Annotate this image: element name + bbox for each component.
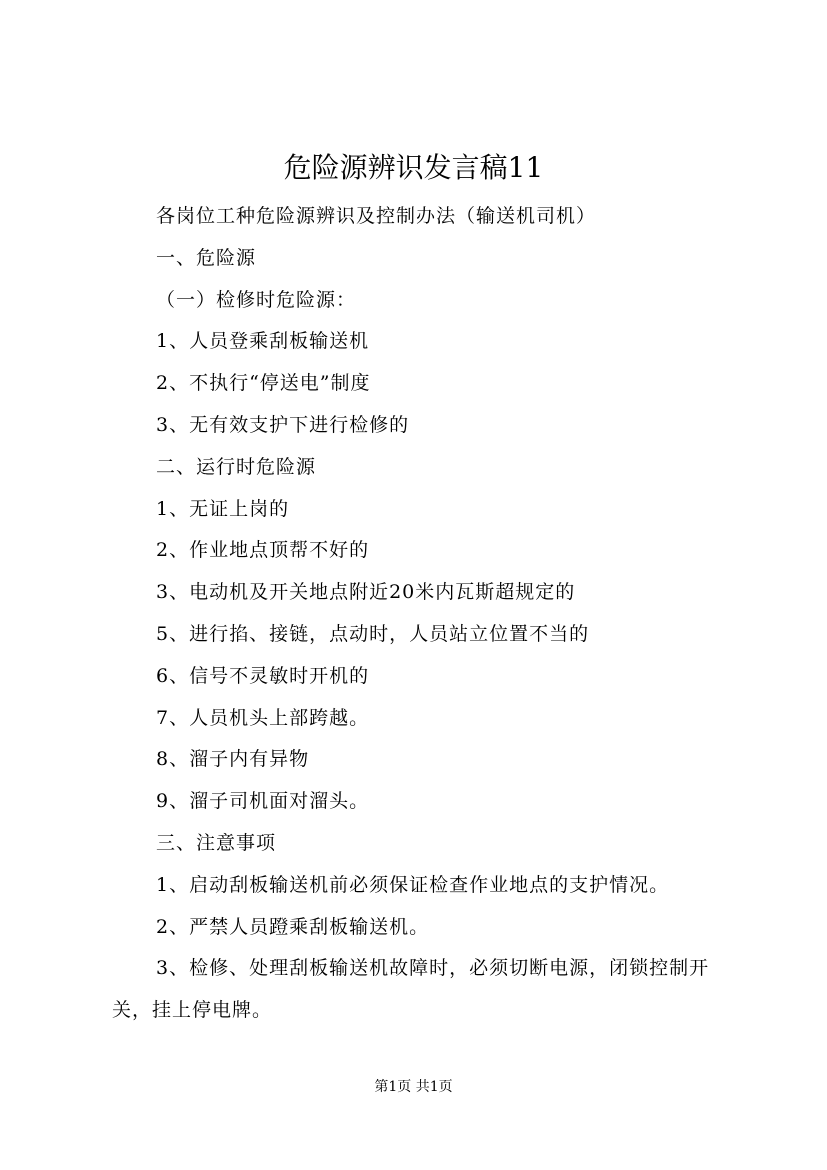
list-item: 6、信号不灵敏时开机的 xyxy=(156,664,370,687)
list-item: 5、进行掐、接链，点动时，人员站立位置不当的 xyxy=(156,622,590,645)
document-title: 危险源辨识发言稿11 xyxy=(283,151,544,184)
list-item: 2、作业地点顶帮不好的 xyxy=(156,539,370,562)
document-body xyxy=(112,196,727,1032)
list-item: 3、电动机及开关地点附近20米内瓦斯超规定的 xyxy=(156,581,576,604)
list-item: 8、溜子内有异物 xyxy=(156,748,310,771)
subsection-heading-maintenance: （一）检修时危险源： xyxy=(156,288,357,311)
list-item: 3、检修、处理刮板输送机故障时，必须切断电源，闭锁控制开关，挂上停电牌。 xyxy=(112,957,710,1022)
list-item: 1、无证上岗的 xyxy=(156,497,290,520)
list-item: 2、严禁人员蹬乘刮板输送机。 xyxy=(156,915,430,938)
subtitle-line: 各岗位工种危险源辨识及控制办法（输送机司机） xyxy=(156,205,597,227)
list-item: 2、不执行“停送电”制度 xyxy=(156,372,371,395)
list-item: 3、无有效支护下进行检修的 xyxy=(156,413,410,436)
list-item: 7、人员机头上部跨越。 xyxy=(156,706,370,729)
section-heading-precautions: 三、注意事项 xyxy=(156,831,277,854)
list-item: 1、人员登乘刮板输送机 xyxy=(156,330,370,353)
list-item: 1、启动刮板输送机前必须保证检查作业地点的支护情况。 xyxy=(156,873,670,896)
section-heading-operation: 二、运行时危险源 xyxy=(156,455,317,478)
page-footer: 第1页 共1页 xyxy=(374,1079,453,1095)
section-heading-hazards: 一、危险源 xyxy=(156,246,257,269)
list-item: 9、溜子司机面对溜头。 xyxy=(156,790,370,813)
